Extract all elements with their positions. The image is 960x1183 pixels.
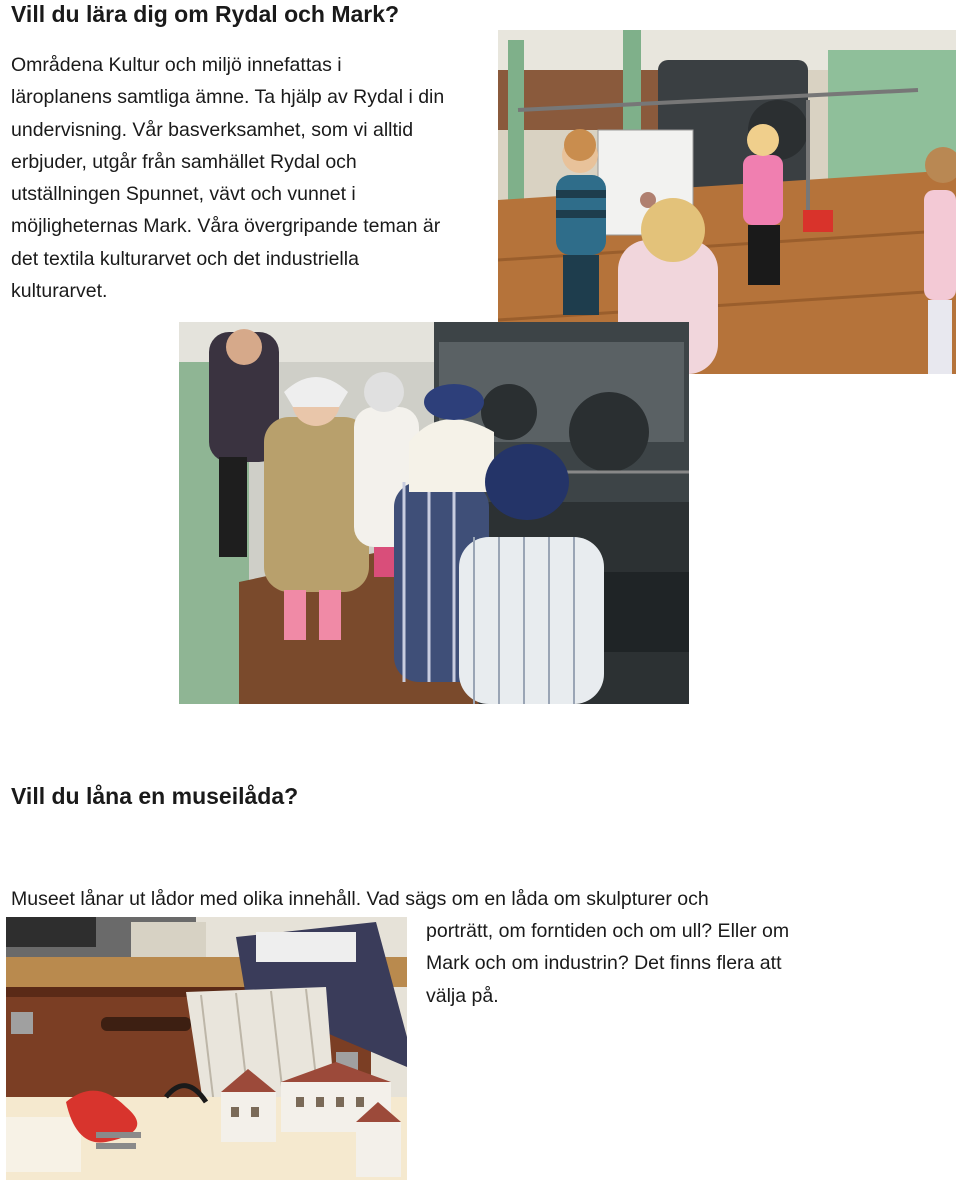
- paragraph-line: möjligheternas Mark. Våra övergripande teman är: [11, 215, 441, 238]
- photo-museum-box-image: [6, 917, 407, 1180]
- paragraph-line: Mark och om industrin? Det finns flera att: [426, 952, 782, 975]
- section-heading-museum-box: Vill du låna en museilåda?: [11, 783, 299, 809]
- paragraph-line: välja på.: [426, 984, 499, 1007]
- photo-children-machines: [179, 322, 689, 704]
- paragraph-line: utställningen Spunnet, vävt och vunnet i: [11, 183, 356, 206]
- paragraph-line: kulturarvet.: [11, 280, 108, 303]
- paragraph-line: läroplanens samtliga ämne. Ta hjälp av Rydal i din: [11, 86, 445, 109]
- photo-museum-box: [6, 917, 407, 1180]
- museum-box-paragraph: [11, 883, 951, 915]
- section-heading-rydal: Vill du lära dig om Rydal och Mark?: [11, 1, 400, 27]
- photo-children-machines-image: [179, 322, 689, 704]
- paragraph-line: undervisning. Vår basverksamhet, som vi alltid: [11, 118, 414, 141]
- museum-box-paragraph-continued: [426, 915, 946, 1012]
- paragraph-line: erbjuder, utgår från samhället Rydal och: [11, 150, 357, 173]
- paragraph-line: Områdena Kultur och miljö innefattas i: [11, 54, 342, 76]
- paragraph-line: det textila kulturarvet och det industriella: [11, 247, 359, 270]
- intro-paragraph: [11, 49, 491, 307]
- paragraph-line: Museet lånar ut lådor med olika innehåll. Vad sägs om en låda om skulpturer och: [11, 888, 709, 910]
- paragraph-line: porträtt, om forntiden och om ull? Eller om: [426, 920, 790, 942]
